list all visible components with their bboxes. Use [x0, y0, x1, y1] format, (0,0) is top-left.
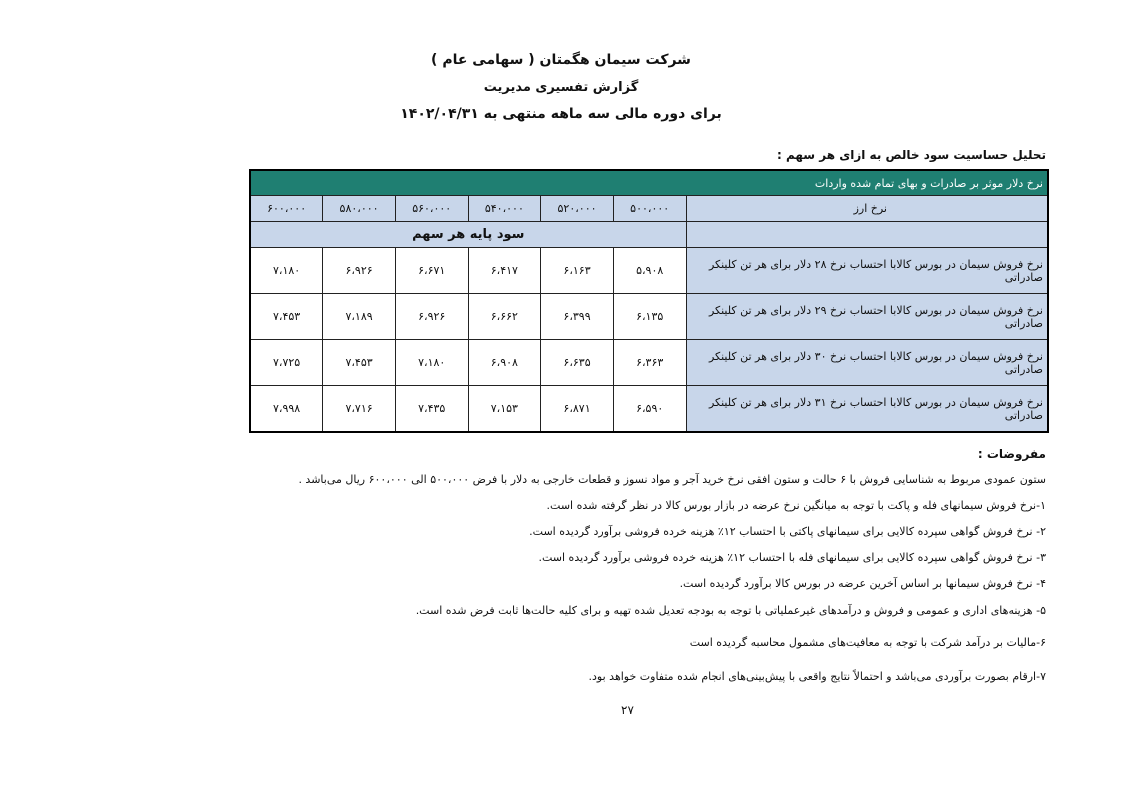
- table-banner-row: [250, 170, 1048, 196]
- assumption-item: ۱-نرخ فروش سیمانهای فله و پاکت با توجه به میانگین نرخ عرضه در بازار بورس کالا در نظر گرفته شده است.: [546, 499, 1046, 512]
- row-label: نرخ فروش سیمان در بورس کالابا احتساب نرخ ۲۹ دلار برای هر تن کلینکر صادراتی: [686, 294, 1048, 340]
- section-title: تحلیل حساسیت سود خالص به ازای هر سهم :: [777, 148, 1046, 162]
- assumption-item: ۵- هزینه‌های اداری و عمومی و فروش و درآمدهای غیرعملیاتی با توجه به بودجه تعدیل شده تهیه و برای کلیه حالت‌ها ثابت فرض شده است.: [415, 604, 1046, 617]
- assumption-item: ستون عمودی مربوط به شناسایی فروش با ۶ حالت و ستون افقی نرخ خرید آجر و مواد نسوز و قطعات خارجی به دلار با فرض ۵۰۰،۰۰۰ الی ۶۰۰،۰۰۰ ریال می‌باشد .: [298, 473, 1046, 486]
- eps-value: ۶،۹۲۶: [323, 248, 396, 294]
- rate-cell: ۵۰۰،۰۰۰: [613, 196, 686, 222]
- eps-value: ۶،۶۶۲: [468, 294, 541, 340]
- eps-value: ۷،۱۸۰: [250, 248, 323, 294]
- eps-value: ۷،۷۱۶: [323, 386, 396, 433]
- eps-value: ۷،۱۸۹: [323, 294, 396, 340]
- eps-value: ۶،۱۶۳: [541, 248, 614, 294]
- table-row: [250, 340, 1048, 386]
- row-label: نرخ فروش سیمان در بورس کالابا احتساب نرخ ۳۱ دلار برای هر تن کلینکر صادراتی: [686, 386, 1048, 433]
- eps-value: ۶،۶۷۱: [395, 248, 468, 294]
- eps-value: ۶،۸۷۱: [541, 386, 614, 433]
- eps-value: ۶،۶۳۵: [541, 340, 614, 386]
- assumption-item: ۳- نرخ فروش گواهی سپرده کالایی برای سیمانهای فله با احتساب ۱۲٪ هزینه خرده فروشی برآورد گردیده است.: [538, 551, 1046, 564]
- eps-value: ۶،۹۲۶: [395, 294, 468, 340]
- eps-value: ۶،۳۶۳: [613, 340, 686, 386]
- assumptions-title: مفروضات :: [977, 447, 1046, 461]
- eps-value: ۷،۹۹۸: [250, 386, 323, 433]
- assumption-item: ۶-مالیات بر درآمد شرکت با توجه به معافیت‌های مشمول محاسبه گردیده است: [689, 636, 1046, 649]
- rate-cell: ۵۶۰،۰۰۰: [395, 196, 468, 222]
- eps-value: ۵،۹۰۸: [613, 248, 686, 294]
- assumption-item: ۲- نرخ فروش گواهی سپرده کالایی برای سیمانهای پاکتی با احتساب ۱۲٪ هزینه خرده فروشی برآورد گردیده است.: [529, 525, 1046, 538]
- assumption-item: ۷-ارقام بصورت برآوردی می‌باشد و احتمالاً نتایج واقعی با پیش‌بینی‌های انجام شده متفاوت خواهد بود.: [588, 670, 1046, 683]
- rate-cell: ۵۴۰،۰۰۰: [468, 196, 541, 222]
- report-title: گزارش تفسیری مدیریت: [483, 80, 639, 95]
- eps-value: ۷،۴۵۳: [250, 294, 323, 340]
- eps-value: ۶،۴۱۷: [468, 248, 541, 294]
- rate-header-row: [250, 196, 1048, 222]
- eps-value: ۷،۴۵۳: [323, 340, 396, 386]
- rate-cell: ۵۲۰،۰۰۰: [541, 196, 614, 222]
- rate-cell: ۵۸۰،۰۰۰: [323, 196, 396, 222]
- company-name: شرکت سیمان هگمتان ( سهامی عام ): [431, 52, 691, 68]
- page-number: ۲۷: [621, 703, 634, 717]
- rate-cell: ۶۰۰،۰۰۰: [250, 196, 323, 222]
- table-row: [250, 386, 1048, 433]
- eps-value: ۷،۷۲۵: [250, 340, 323, 386]
- eps-empty-cell: [686, 222, 1048, 248]
- eps-value: ۷،۴۳۵: [395, 386, 468, 433]
- eps-title: سود پایه هر سهم: [250, 222, 686, 248]
- rate-label: نرخ ارز: [686, 196, 1048, 222]
- row-label: نرخ فروش سیمان در بورس کالابا احتساب نرخ ۳۰ دلار برای هر تن کلینکر صادراتی: [686, 340, 1048, 386]
- row-label: نرخ فروش سیمان در بورس کالابا احتساب نرخ ۲۸ دلار برای هر تن کلینکر صادراتی: [686, 248, 1048, 294]
- table-row: [250, 248, 1048, 294]
- eps-value: ۷،۱۸۰: [395, 340, 468, 386]
- eps-value: ۷،۱۵۳: [468, 386, 541, 433]
- eps-value: ۶،۵۹۰: [613, 386, 686, 433]
- eps-header-row: [250, 222, 1048, 248]
- eps-value: ۶،۳۹۹: [541, 294, 614, 340]
- report-period: برای دوره مالی سه ماهه منتهی به ۱۴۰۲/۰۴/۳۱: [400, 106, 722, 122]
- eps-value: ۶،۱۳۵: [613, 294, 686, 340]
- eps-value: ۶،۹۰۸: [468, 340, 541, 386]
- table-row: [250, 294, 1048, 340]
- assumption-item: ۴- نرخ فروش سیمانها بر اساس آخرین عرضه در بورس کالا برآورد گردیده است.: [679, 577, 1046, 590]
- sensitivity-table: [249, 169, 1049, 433]
- table-banner: نرخ دلار موثر بر صادرات و بهای تمام شده واردات: [250, 170, 1048, 196]
